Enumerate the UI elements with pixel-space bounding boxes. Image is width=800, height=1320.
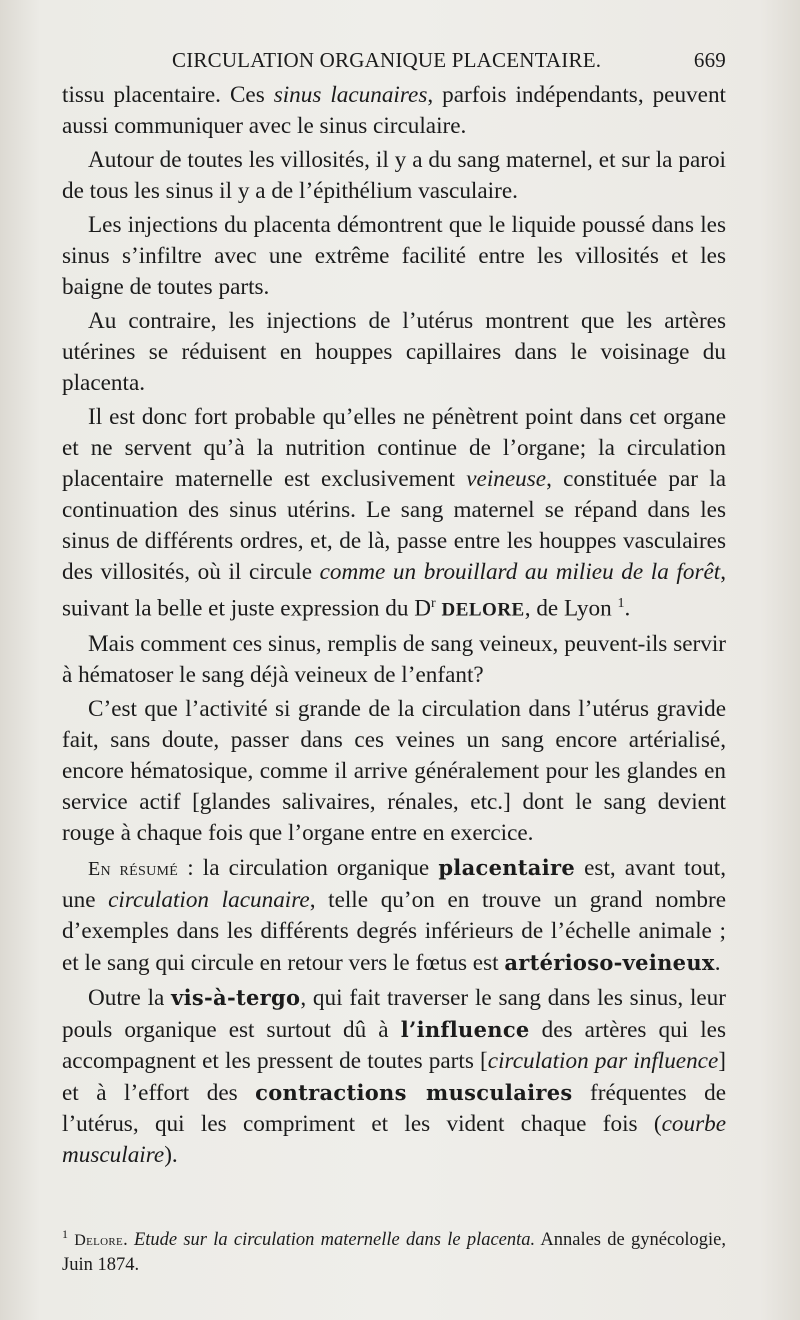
bold-run: artérioso-veineux [504,949,715,975]
paragraph-5 [62,402,726,626]
footnote [62,1222,726,1277]
paragraph-9 [62,982,726,1171]
text-run: . [123,1230,134,1251]
text-run: Il est donc fort probable qu’elles ne pénètrent point dans cet organe et ne servent qu’à la nutrition continue de l’organe; la circulation placentaire maternelle est exclusivement [62,404,726,492]
bold-run: placentaire [438,854,576,880]
text-run: , qui fait traverser le sang dans les sinus, leur pouls organique est surtout dû à [62,984,726,1043]
paragraph-4: Au contraire, les injections de l’utérus montrent que les artères utérines se réduisent en houppes capillaires dans le voisinage du placenta. [62,308,726,396]
page-number: 669 [693,48,726,72]
bold-run: contractions musculaires [255,1079,573,1105]
italic-run: circulation par influence [487,1047,719,1074]
text-run: des artères qui les accompagnent et les pressent de toutes parts [ [62,1016,726,1074]
italic-run: sinus lacunaires [273,82,428,108]
text-run: ] et à l’effort des [62,1047,726,1106]
italic-run: circulation lacunaire [108,886,310,913]
paragraph-7: C’est que l’activité si grande de la circulation dans l’utérus gravide fait, sans doute, passer dans ces veines un sang encore artérialisé, encore hématosique, comme il arrive généralement pour les glandes en service actif [glandes salivaires, rénales, etc.] dont le sang devient rouge à chaque fois que l’organe entre en exercice. [62,695,726,846]
text-run: . [624,595,631,622]
text-run: Outre la [88,984,172,1011]
text-run: tissu placentaire. Ces [62,82,274,108]
italic-run: veineuse [466,466,547,492]
footnote-ref: 1 [617,596,625,611]
footnote-title: Etude sur la circulation maternelle dans le placenta. [133,1230,536,1251]
italic-run: courbe musculaire [62,1110,726,1168]
text-run: . [714,949,721,976]
footnote-mark: 1 [62,1227,68,1241]
text-run: , constituée par la continuation des sinus utérins. Le sang maternel se répand dans les sinus de différents ordres, et, de là, passe entre les houppes vasculaires des villosités, où il circule [62,466,726,585]
text-run: : la circulation organique [178,854,439,881]
footnote-source: Annales de gynécologie, Juin 1874. [62,1230,727,1276]
text-run: , suivant la belle et juste expression du D [62,559,726,622]
superscript: r [431,596,436,611]
text-run: , telle qu’on en trouve un grand nombre d’exemples dans les différents degrés inférieurs de l’échelle animale ; et le sang qui circule en retour vers le fœtus est [62,886,726,976]
author-name: DELORE [441,599,525,621]
bold-run: vis-à-tergo [171,984,301,1010]
paragraph-2: Autour de toutes les villosités, il y a du sang maternel, et sur la paroi de tous les sinus il y a de l’épithélium vasculaire. [62,147,726,204]
text-run: fréquentes de l’utérus, qui les compriment et les vident chaque fois ( [62,1079,726,1137]
italic-run: comme un brouillard au milieu de la forêt [319,559,721,585]
footnote-author: Delore [74,1232,124,1250]
paragraph-1 [62,80,726,142]
text-run: ). [164,1141,178,1168]
text-run: , parfois indépendants, peuvent aussi communiquer avec le sinus circulaire. [62,82,726,139]
small-caps-run: En résumé [88,857,179,880]
running-title: CIRCULATION ORGANIQUE PLACENTAIRE. [172,48,602,72]
text-run: , de Lyon [524,595,618,622]
bold-run: l’influence [400,1016,530,1042]
paragraph-8 [62,852,726,979]
running-header [62,46,726,76]
body-text [62,80,726,1171]
paragraph-3: Les injections du placenta démontrent que le liquide poussé dans les sinus s’infiltre avec une extrême facilité entre les villosités et les baigne de toutes parts. [62,212,726,300]
paragraph-6: Mais comment ces sinus, remplis de sang veineux, peuvent-ils servir à hématoser le sang déjà veineux de l’enfant? [62,630,726,688]
text-run: est, avant tout, une [62,854,727,913]
